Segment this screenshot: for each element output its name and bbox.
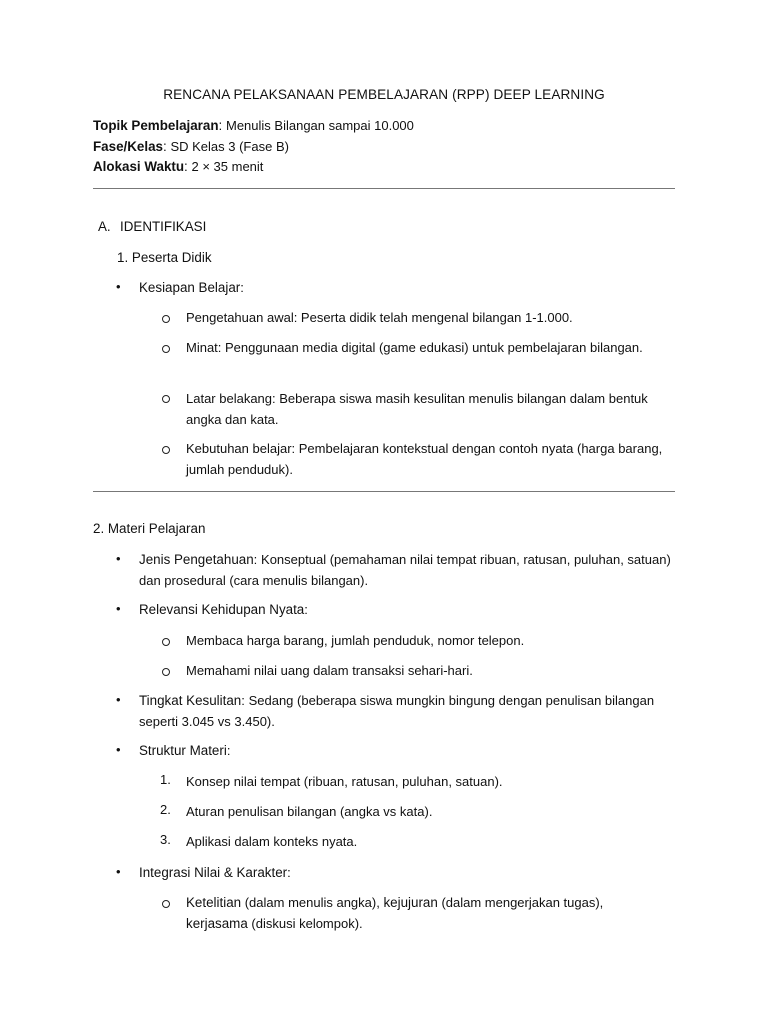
tingkat-kesulitan <box>139 691 675 732</box>
section-a-marker: A. <box>98 219 111 234</box>
struktur-materi <box>139 741 675 762</box>
integrasi-text-1: (dalam menulis angka), <box>244 895 380 910</box>
divider <box>93 188 675 189</box>
meta-alokasi-label: Alokasi Waktu <box>93 159 185 174</box>
meta-colon: : <box>184 159 188 174</box>
circle-bullet <box>162 345 170 353</box>
struktur-num-3: 3. <box>160 832 171 847</box>
meta-fase-value: SD Kelas 3 (Fase B) <box>170 139 289 154</box>
tingkat-text: Sedang (beberapa siswa mungkin bingung dengan penulisan bilangan seperti 3.045 vs 3.450). <box>139 693 655 729</box>
kesiapan-item-3: Latar belakang: Beberapa siswa masih kesulitan menulis bilangan dalam bentuk angka dan kata. <box>186 391 648 427</box>
kesiapan-label: Kesiapan Belajar <box>139 280 241 295</box>
tingkat-label: Tingkat Kesulitan <box>139 693 242 708</box>
kesiapan-item-1: Pengetahuan awal: Peserta didik telah mengenal bilangan 1-1.000. <box>186 310 573 325</box>
bullet: • <box>116 692 121 707</box>
circle-bullet <box>162 900 170 908</box>
meta-alokasi <box>93 159 263 174</box>
bullet: • <box>116 864 121 879</box>
meta-topik-value: Menulis Bilangan sampai 10.000 <box>226 118 414 133</box>
struktur-item-2: Aturan penulisan bilangan (angka vs kata). <box>186 804 433 819</box>
circle-bullet <box>162 446 170 454</box>
section-2-heading: 2. Materi Pelajaran <box>93 521 206 536</box>
circle-bullet <box>162 638 170 646</box>
circle-bullet <box>162 395 170 403</box>
integrasi-nilai <box>139 863 675 884</box>
document-title: RENCANA PELAKSANAAN PEMBELAJARAN (RPP) DEEP LEARNING <box>163 87 605 102</box>
meta-colon: : <box>218 118 223 133</box>
circle-bullet <box>162 315 170 323</box>
relevansi-item-2: Memahami nilai uang dalam transaksi sehari-hari. <box>186 663 473 678</box>
struktur-label: Struktur Materi <box>139 743 227 758</box>
bullet: • <box>116 742 121 757</box>
colon: : <box>240 280 244 295</box>
meta-topik-label: Topik Pembelajaran <box>93 118 219 133</box>
relevansi-label: Relevansi Kehidupan Nyata <box>139 602 305 617</box>
bullet: • <box>116 551 121 566</box>
struktur-item-1: Konsep nilai tempat (ribuan, ratusan, puluhan, satuan). <box>186 774 503 789</box>
section-a-heading: IDENTIFIKASI <box>120 219 207 234</box>
integrasi-text-2: (dalam mengerjakan tugas), <box>441 895 604 910</box>
struktur-item-3: Aplikasi dalam konteks nyata. <box>186 834 358 849</box>
jenis-text: Konseptual (pemahaman nilai tempat ribuan, ratusan, puluhan, satuan) dan prosedural (cara menulis bilangan). <box>139 552 671 588</box>
relevansi <box>139 600 675 621</box>
meta-fase-label: Fase/Kelas <box>93 139 163 154</box>
keyword-ketelitian: Ketelitian <box>186 895 242 910</box>
divider <box>93 491 675 492</box>
colon: : <box>253 552 258 567</box>
colon: : <box>304 602 308 617</box>
colon: : <box>241 693 245 708</box>
integrasi-item <box>186 893 616 934</box>
struktur-num-2: 2. <box>160 802 171 817</box>
struktur-num-1: 1. <box>160 772 171 787</box>
meta-topik <box>93 118 414 133</box>
kesiapan-item-2: Minat: Penggunaan media digital (game edukasi) untuk pembelajaran bilangan. <box>186 340 643 355</box>
integrasi-label: Integrasi Nilai & Karakter <box>139 865 288 880</box>
integrasi-text-3: (diskusi kelompok). <box>251 915 363 931</box>
keyword-kerjasama: kerjasama <box>186 915 248 931</box>
meta-fase <box>93 139 289 154</box>
keyword-kejujuran: kejujuran <box>383 895 438 910</box>
jenis-label: Jenis Pengetahuan <box>139 552 254 567</box>
meta-alokasi-value: 2 × 35 menit <box>191 159 264 174</box>
colon: : <box>226 743 231 758</box>
bullet: • <box>116 279 121 294</box>
jenis-pengetahuan <box>139 550 675 591</box>
meta-colon: : <box>162 139 167 154</box>
circle-bullet <box>162 668 170 676</box>
subsection-peserta-didik: 1. Peserta Didik <box>117 250 212 265</box>
colon: : <box>287 865 291 880</box>
relevansi-item-1: Membaca harga barang, jumlah penduduk, nomor telepon. <box>186 633 525 648</box>
kesiapan-belajar <box>139 278 675 299</box>
bullet: • <box>116 601 121 616</box>
kesiapan-item-4: Kebutuhan belajar: Pembelajaran kontekstual dengan contoh nyata (harga barang, jumlah penduduk). <box>186 441 663 477</box>
